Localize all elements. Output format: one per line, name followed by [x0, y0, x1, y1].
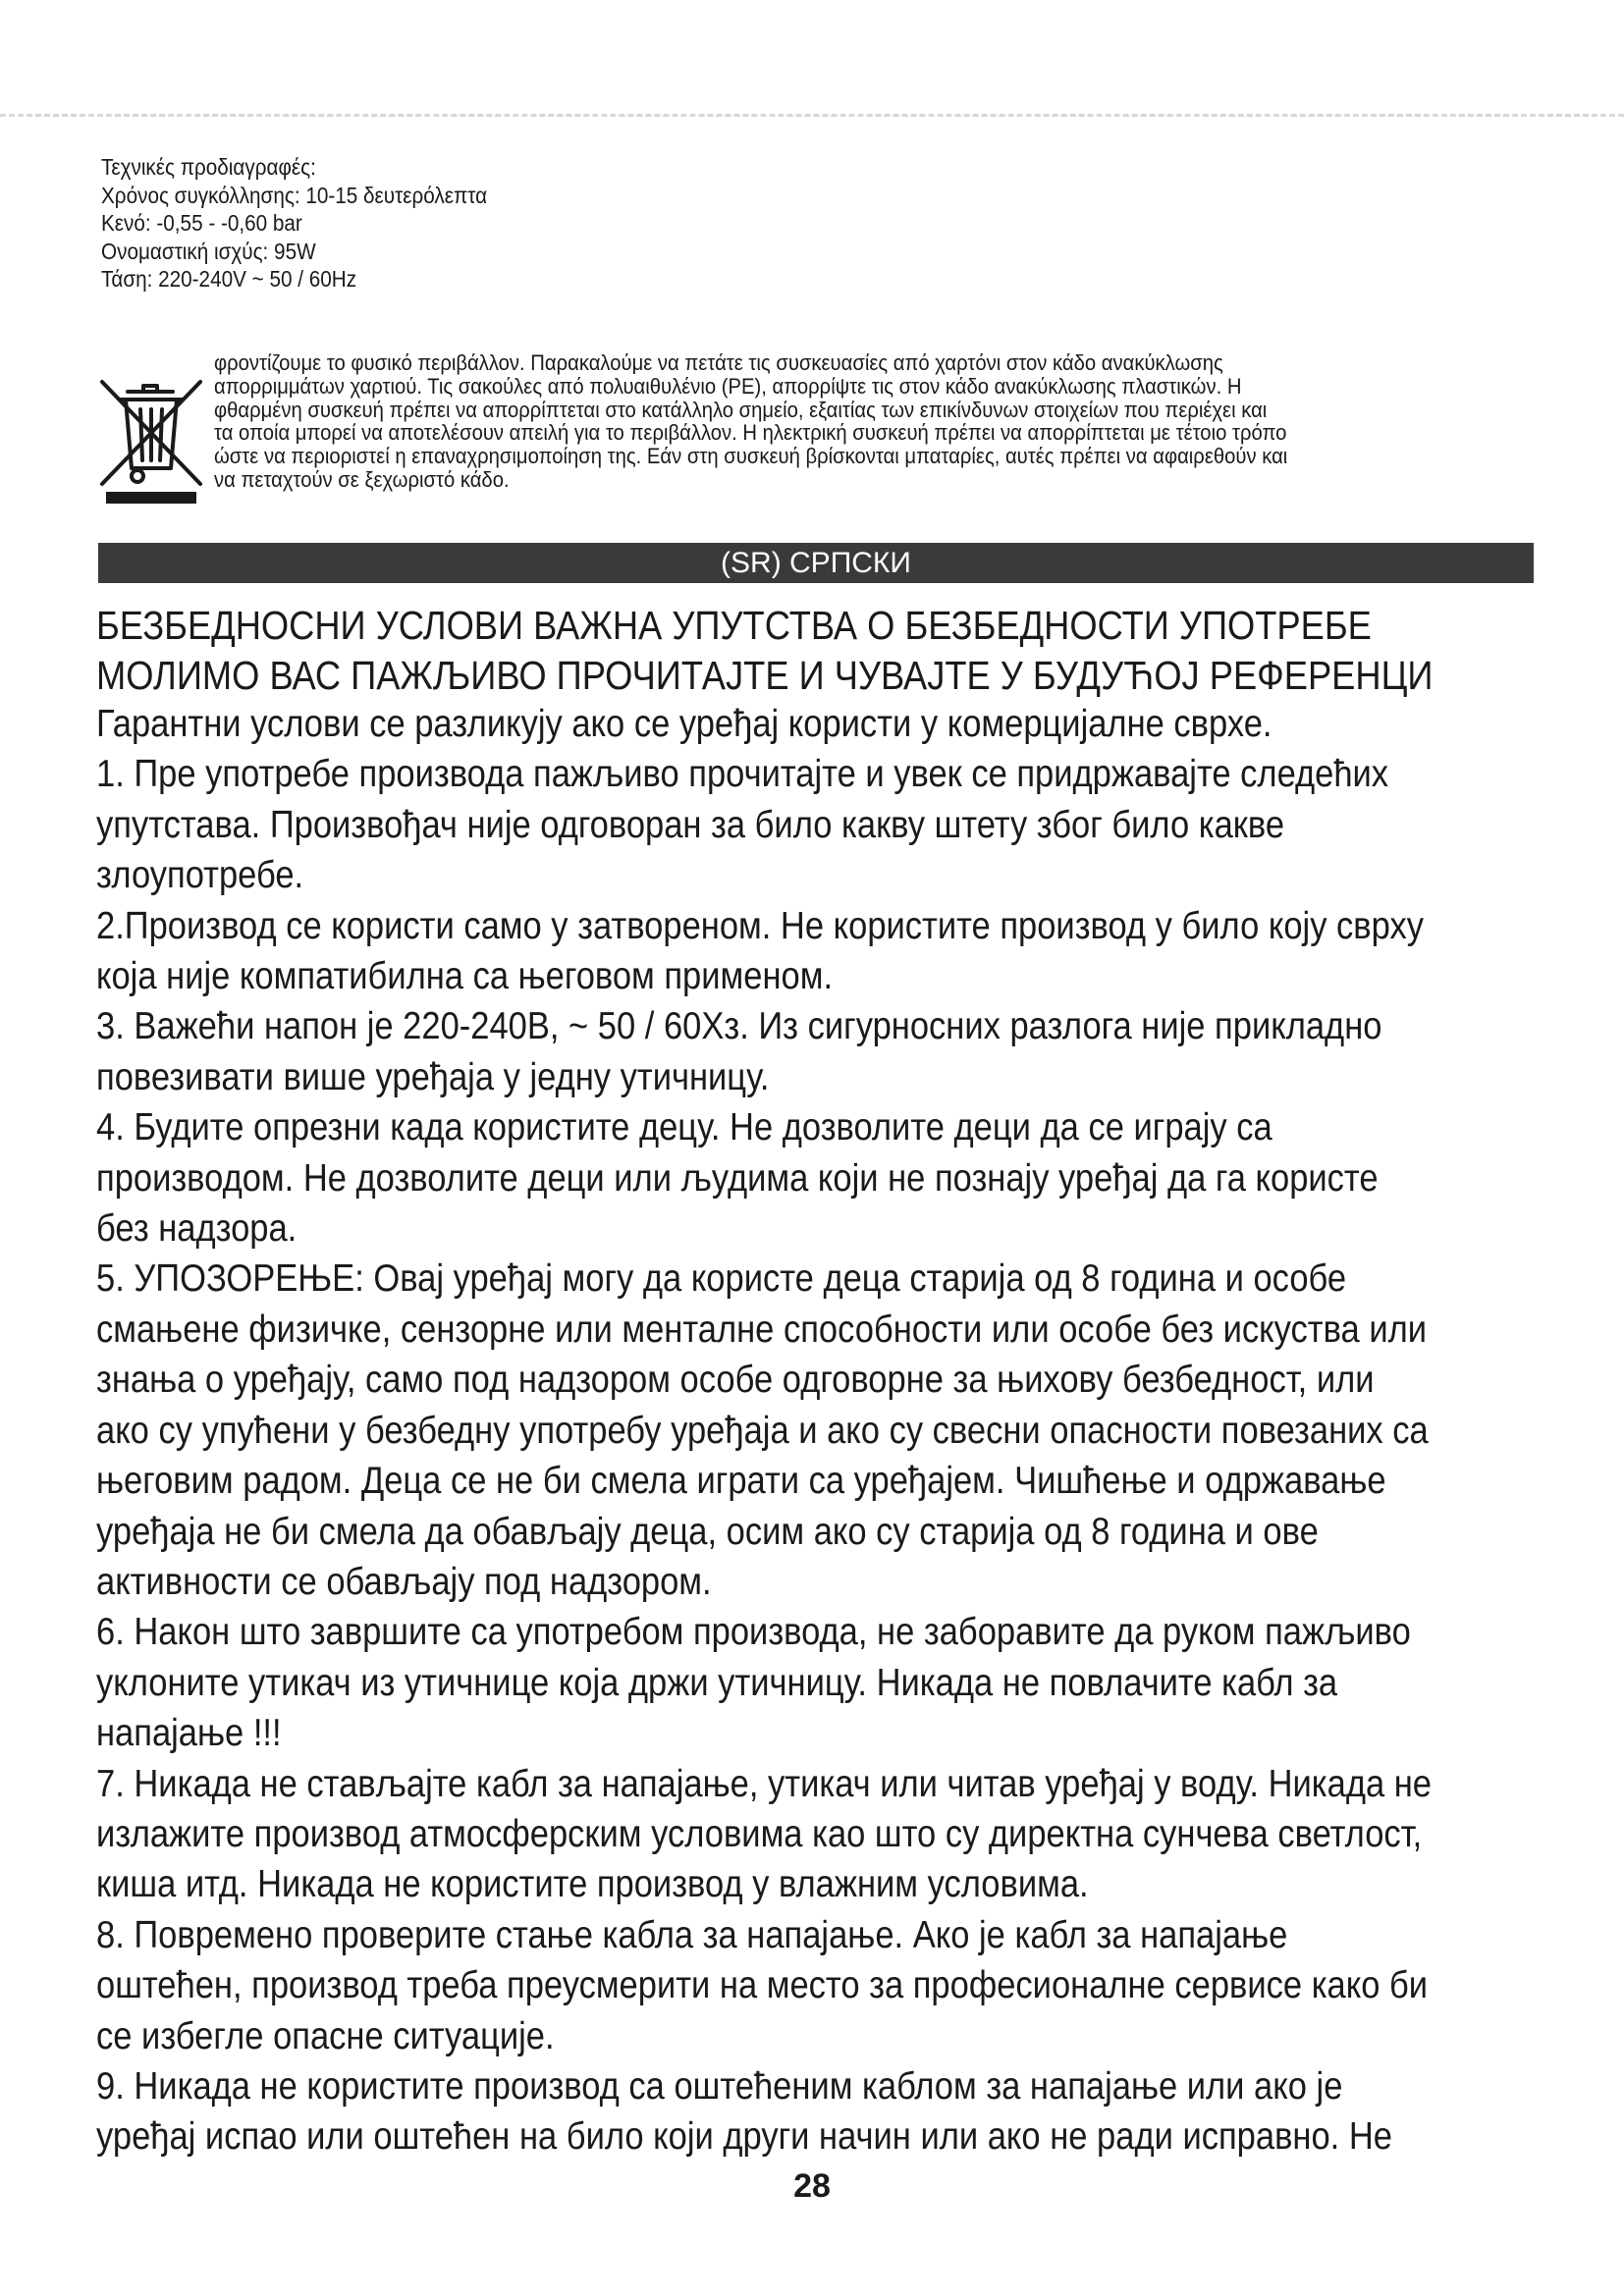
body-line: оштећен, производ треба преусмерити на место за професионалне сервисе како би [96, 1964, 1429, 2007]
top-dashed-divider [0, 114, 1624, 117]
body-line: се избегле опасне ситуације. [96, 2014, 555, 2057]
spec-line: Ονομαστική ισχύς: 95W [101, 238, 316, 264]
body-line: 3. Важећи напон је 220-240В, ~ 50 / 60Хз. Из сигурносних разлога није прикладно [96, 1005, 1382, 1048]
disposal-line: ώστε να περιοριστεί η επαναχρησιμοποίηση της. Εάν στη συσκευή βρίσκονται μπαταρίες, αυτές πρέπει να αφαιρεθούν και [214, 444, 1288, 469]
body-line: киша итд. Никада не користите производ у влажним условима. [96, 1863, 1089, 1906]
spec-line: Τάση: 220-240V ~ 50 / 60Hz [101, 266, 357, 292]
body-line: 6. Након што завршите са употребом производа, не заборавите да руком пажљиво [96, 1611, 1411, 1654]
body-line: напајање !!! [96, 1712, 282, 1755]
technical-specifications [101, 153, 720, 294]
heading-line: БЕЗБЕДНОСНИ УСЛОВИ ВАЖНА УПУТСТВА О БЕЗБЕДНОСТИ УПОТРЕБЕ [96, 603, 1372, 648]
spec-line: Χρόνος συγκόλλησης: 10-15 δευτερόλεπτα [101, 182, 488, 208]
language-section-bar: (SR) СРПСКИ [98, 543, 1534, 583]
safety-instructions [96, 699, 1487, 2163]
crossed-out-wheelie-bin-icon [96, 378, 206, 506]
body-line: уклоните утикач из утичнице која држи утичницу. Никада не повлачите кабл за [96, 1661, 1338, 1704]
spec-line: Κενό: -0,55 - -0,60 bar [101, 210, 302, 236]
body-line: смањене физичке, сензорне или менталне способности или особе без искуства или [96, 1308, 1428, 1351]
body-line: ако су упућени у безбедну употребу уређаја и ако су свесни опасности повезаних са [96, 1409, 1429, 1452]
body-line: упутстава. Произвођач није одговоран за било какву штету због било какве [96, 803, 1285, 846]
body-line: 5. УПОЗОРЕЊЕ: Овај уређај могу да користе деца старија од 8 година и особе [96, 1257, 1347, 1301]
body-line: уређај испао или оштећен на било који други начин или ако не ради исправно. Не [96, 2115, 1392, 2159]
specs-title: Τεχνικές προδιαγραφές: [101, 154, 316, 180]
body-line: која није компатибилна са његовом применом. [96, 955, 834, 998]
body-line: без надзора. [96, 1207, 298, 1251]
safety-heading [96, 601, 1487, 701]
disposal-text [214, 351, 1434, 492]
body-line: излажите производ атмосферским условима као што су директна сунчева светлост, [96, 1812, 1423, 1855]
body-line: знања о уређају, само под надзором особе одговорне за њихову безбедност, или [96, 1359, 1375, 1402]
body-line: Гарантни услови се разликују ако се уређај користи у комерцијалне сврхе. [96, 703, 1272, 745]
page-number: 28 [793, 2167, 831, 2205]
body-line: његовим радом. Деца се не би смела играти са уређајем. Чишћење и одржавање [96, 1460, 1386, 1503]
disposal-line: να πεταχτούν σε ξεχωριστό κάδο. [214, 466, 510, 492]
disposal-line: απορριμμάτων χαρτιού. Τις σακούλες από πολυαιθυλένιο (PE), απορρίψτε τις στον κάδο ανακύκλωσης πλαστικών. Η [214, 373, 1242, 399]
heading-line: МОЛИМО ВАС ПАЖЉИВО ПРОЧИТАЈТЕ И ЧУВАЈТЕ У БУДУЋОЈ РЕФЕРЕНЦИ [96, 653, 1434, 698]
body-line: активности се обављају под надзором. [96, 1560, 712, 1603]
disposal-line: τα οποία μπορεί να αποτελέσουν απειλή για το περιβάλλον. Η ηλεκτρική συσκευή πρέπει να απορρίπτεται με τέτοιο τρόπο [214, 420, 1287, 446]
body-line: 7. Никада не стављајте кабл за напајање, утикач или читав уређај у воду. Никада не [96, 1762, 1433, 1805]
disposal-line: φθαρμένη συσκευή πρέπει να απορρίπτεται στο κατάλληλο σημείο, εξαιτίας των επικίνδυνων στοιχείων που περιέχει και [214, 397, 1268, 422]
body-line: 9. Никада не користите производ са оштећеним каблом за напајање или ако је [96, 2064, 1343, 2108]
body-line: 2.Производ се користи само у затвореном. Не користите производ у било коју сврху [96, 904, 1424, 947]
body-line: злоупотребе. [96, 854, 304, 897]
body-line: производом. Не дозволите деци или људима који не познају уређај да га користе [96, 1156, 1379, 1200]
body-line: уређаја не би смела да обављају деца, осим ако су старија од 8 година и ове [96, 1510, 1319, 1553]
body-line: 1. Пре употребе производа пажљиво прочитајте и увек се придржавајте следећих [96, 753, 1389, 796]
body-line: 8. Повремено проверите стање кабла за напајање. Ако је кабл за напајање [96, 1913, 1288, 1956]
body-line: 4. Будите опрезни када користите децу. Не дозволите деци да се играју са [96, 1106, 1272, 1149]
body-line: повезивати више уређаја у једну утичницу. [96, 1055, 770, 1098]
disposal-line: φροντίζουμε το φυσικό περιβάλλον. Παρακαλούμε να πετάτε τις συσκευασίες από χαρτόνι στον κάδο ανακύκλωσης [214, 350, 1223, 375]
